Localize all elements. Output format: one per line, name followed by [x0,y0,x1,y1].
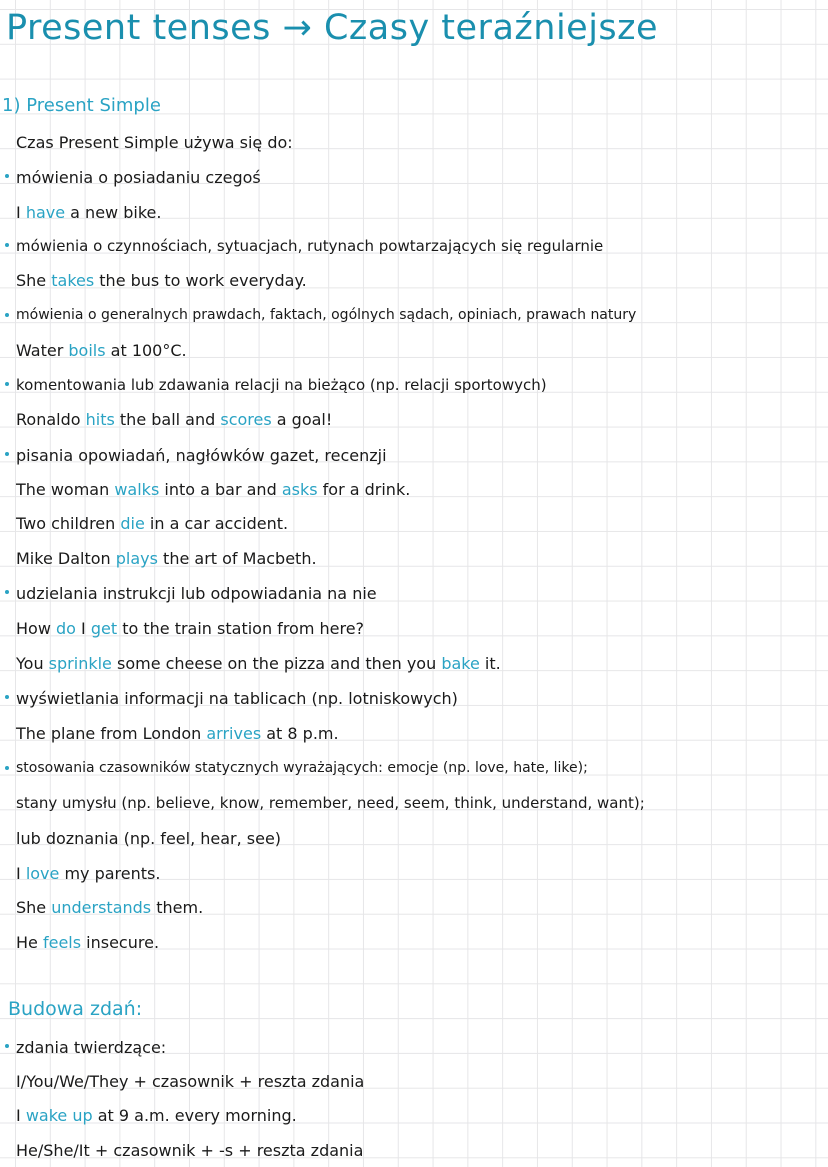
highlighted-verb: takes [51,271,95,290]
highlighted-verb: feels [42,933,82,952]
example-sentence [16,514,288,533]
example-text: a goal! [271,410,333,429]
use-text: mówienia o posiadaniu czegoś [16,168,261,187]
example-sentence [16,203,161,222]
use-text: mówienia o generalnych prawdach, faktach, ogólnych sądach, opiniach, prawach natury [16,307,637,323]
highlighted-verb: scores [220,410,272,429]
use-continuation: lub doznania (np. feel, hear, see) [16,829,282,848]
example-sentence [16,341,187,360]
bullet-dot-icon [5,243,9,247]
use-text: zdania twierdzące: [16,1038,167,1057]
example-text: the art of Macbeth. [157,549,317,568]
bullet-dot-icon [5,313,9,317]
example-text: at 9 a.m. every morning. [92,1106,297,1125]
example-sentence [16,724,339,743]
use-item [16,376,547,394]
example-sentence [16,619,364,638]
use-item [16,760,588,776]
use-item [16,307,636,323]
use-text: mówienia o czynnościach, sytuacjach, rutynach powtarzających się regularnie [16,237,604,255]
example-text: She [16,271,52,290]
highlighted-verb: bake [441,654,480,673]
bullet-dot-icon [5,695,9,699]
use-text: wyświetlania informacji na tablicach (np. lotniskowych) [16,689,458,708]
use-item [16,584,377,603]
highlighted-verb: asks [281,480,318,499]
highlighted-verb: plays [115,549,158,568]
example-sentence [16,271,307,290]
bullet-dot-icon [5,452,9,456]
example-text: into a bar and [159,480,282,499]
example-sentence [16,864,160,883]
example-text: a new bike. [65,203,162,222]
highlighted-verb: understands [51,898,152,917]
example-text: it. [479,654,501,673]
intro-text: Czas Present Simple używa się do: [16,133,293,152]
example-text: at 8 p.m. [261,724,339,743]
example-text: to the train station from here? [117,619,365,638]
example-text: Two children [16,514,121,533]
example-text: Ronaldo [16,410,86,429]
highlighted-verb: boils [68,341,106,360]
use-item [16,689,458,708]
example-sentence [16,549,317,568]
example-text: some cheese on the pizza and then you [111,654,442,673]
bullet-dot-icon [5,1044,9,1048]
highlighted-verb: hits [85,410,115,429]
example-text: I [16,203,26,222]
section-heading-present-simple: 1) Present Simple [2,95,161,116]
example-text: Mike Dalton [16,549,116,568]
use-continuation: stany umysłu (np. believe, know, remember, need, seem, think, understand, want); [16,794,645,812]
use-text: stosowania czasowników statycznych wyrażających: emocje (np. love, hate, like); [16,760,588,776]
use-text: udzielania instrukcji lub odpowiadania na nie [16,584,377,603]
highlighted-verb: have [25,203,66,222]
example-sentence [16,898,203,917]
use-item [16,446,387,465]
highlighted-verb: walks [114,480,160,499]
page-title: Present tenses → Czasy teraźniejsze [6,8,659,48]
highlighted-verb: love [25,864,60,883]
example-text: The woman [16,480,115,499]
example-text: I [16,864,26,883]
example-text: Water [16,341,69,360]
section-heading-sentence-structure: Budowa zdań: [8,998,143,1020]
bullet-dot-icon [5,382,9,386]
formula-line: He/She/It + czasownik + -s + reszta zdania [16,1141,364,1160]
example-sentence [16,410,332,429]
formula-line: I/You/We/They + czasownik + reszta zdania [16,1072,365,1091]
example-text: the bus to work everyday. [94,271,307,290]
example-text: I [75,619,91,638]
example-text: You [16,654,49,673]
bullet-dot-icon [5,766,9,770]
example-text: for a drink. [317,480,411,499]
example-text: How [16,619,56,638]
use-item [16,168,261,187]
use-item [16,237,603,255]
example-text: I [16,1106,26,1125]
use-text: komentowania lub zdawania relacji na bieżąco (np. relacji sportowych) [16,376,547,394]
use-text: pisania opowiadań, nagłówków gazet, recenzji [16,446,387,465]
example-sentence [16,1106,297,1125]
highlighted-verb: wake up [25,1106,93,1125]
example-text: the ball and [114,410,221,429]
example-text: my parents. [59,864,161,883]
example-text: insecure. [81,933,160,952]
bullet-dot-icon [5,174,9,178]
example-sentence [16,933,159,952]
highlighted-verb: arrives [206,724,262,743]
highlighted-verb: sprinkle [48,654,112,673]
highlighted-verb: get [90,619,118,638]
example-text: He [16,933,43,952]
example-text: She [16,898,52,917]
bullet-dot-icon [5,590,9,594]
example-sentence [16,480,410,499]
example-sentence [16,654,501,673]
example-text: them. [151,898,204,917]
highlighted-verb: do [56,619,76,638]
example-text: The plane from London [16,724,207,743]
highlighted-verb: die [120,514,145,533]
example-text: at 100°C. [105,341,187,360]
example-text: in a car accident. [144,514,289,533]
use-item [16,1038,166,1057]
